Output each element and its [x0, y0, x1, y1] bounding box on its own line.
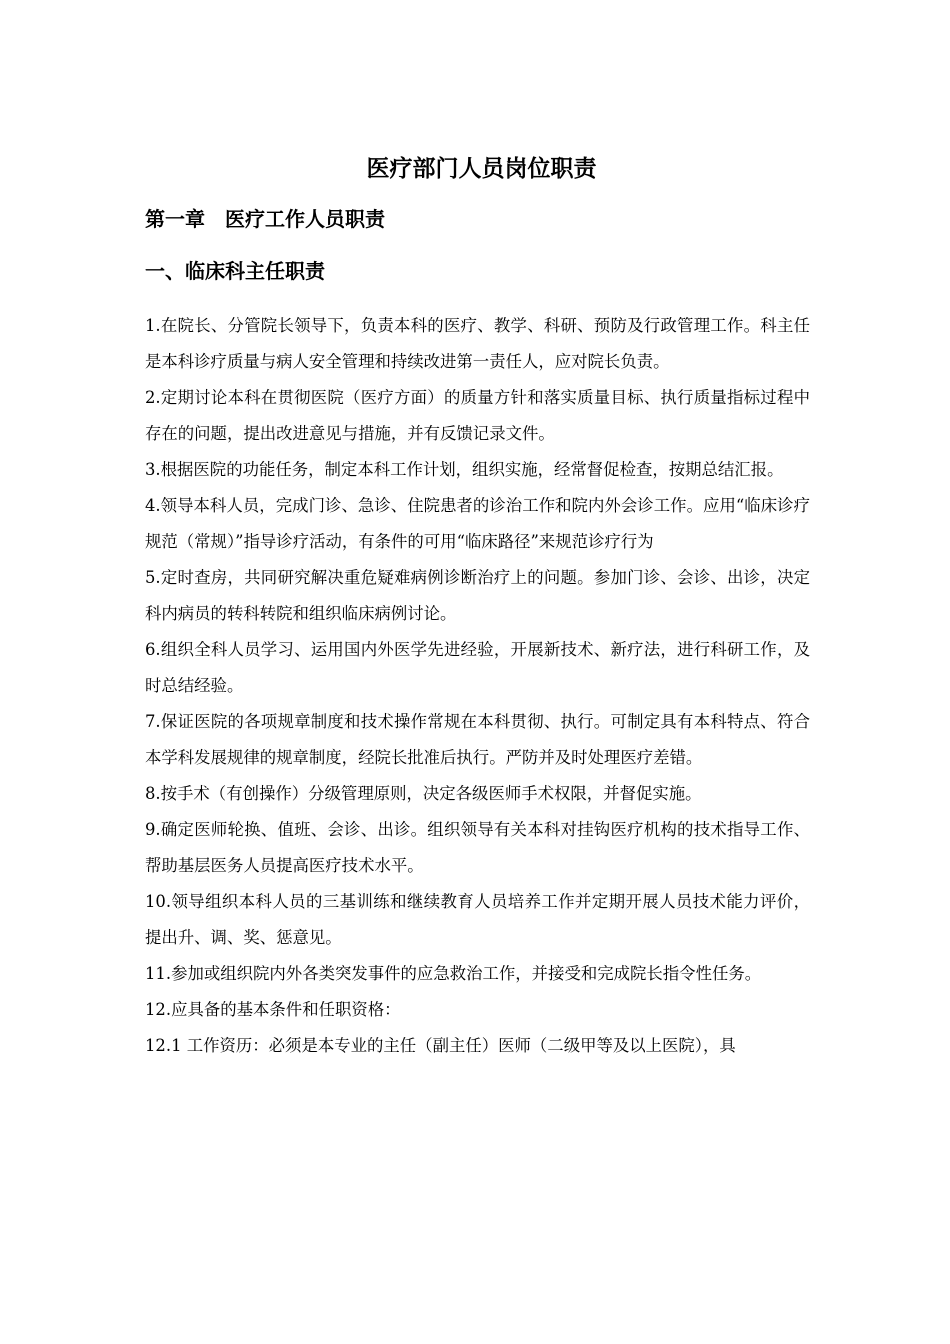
duty-paragraph-12: 12.应具备的基本条件和任职资格： — [145, 1000, 401, 1019]
duty-paragraph-12-1: 12.1 工作资历：必须是本专业的主任（副主任）医师（二级甲等及以上医院），具 — [145, 1036, 736, 1055]
document-title: 医疗部门人员岗位职责 — [366, 156, 597, 182]
duty-paragraph-7: 7.保证医院的各项规章制度和技术操作常规在本科贯彻、执行。可制定具有本科特点、符合本学科发展规律的规章制度，经院长批准后执行。严防并及时处理医疗差错。 — [145, 712, 810, 767]
chapter-heading: 第一章 医疗工作人员职责 — [145, 207, 385, 231]
duty-paragraph-2: 2.定期讨论本科在贯彻医院（医疗方面）的质量方针和落实质量目标、执行质量指标过程中存在的问题，提出改进意见与措施，并有反馈记录文件。 — [145, 388, 810, 443]
duty-paragraph-1: 1.在院长、分管院长领导下，负责本科的医疗、教学、科研、预防及行政管理工作。科主任是本科诊疗质量与病人安全管理和持续改进第一责任人，应对院长负责。 — [145, 316, 810, 371]
duty-paragraph-10: 10.领导组织本科人员的三基训练和继续教育人员培养工作并定期开展人员技术能力评价，提出升、调、奖、惩意见。 — [145, 892, 810, 947]
duty-paragraph-9: 9.确定医师轮换、值班、会诊、出诊。组织领导有关本科对挂钩医疗机构的技术指导工作、帮助基层医务人员提高医疗技术水平。 — [145, 820, 810, 875]
duty-paragraph-4: 4.领导本科人员，完成门诊、急诊、住院患者的诊治工作和院内外会诊工作。应用“临床诊疗规范（常规）”指导诊疗活动，有条件的可用“临床路径”来规范诊疗行为 — [145, 496, 810, 551]
duties-list — [145, 308, 810, 1064]
section-heading: 一、临床科主任职责 — [145, 259, 325, 283]
duty-paragraph-11: 11.参加或组织院内外各类突发事件的应急救治工作，并接受和完成院长指令性任务。 — [145, 964, 762, 983]
duty-paragraph-6: 6.组织全科人员学习、运用国内外医学先进经验，开展新技术、新疗法，进行科研工作，及时总结经验。 — [145, 640, 810, 695]
duty-paragraph-3: 3.根据医院的功能任务，制定本科工作计划，组织实施，经常督促检查，按期总结汇报。 — [145, 460, 784, 479]
duty-paragraph-8: 8.按手术（有创操作）分级管理原则，决定各级医师手术权限，并督促实施。 — [145, 784, 702, 803]
document-page — [145, 150, 810, 1064]
duty-paragraph-5: 5.定时查房，共同研究解决重危疑难病例诊断治疗上的问题。参加门诊、会诊、出诊，决定科内病员的转科转院和组织临床病例讨论。 — [145, 568, 810, 623]
